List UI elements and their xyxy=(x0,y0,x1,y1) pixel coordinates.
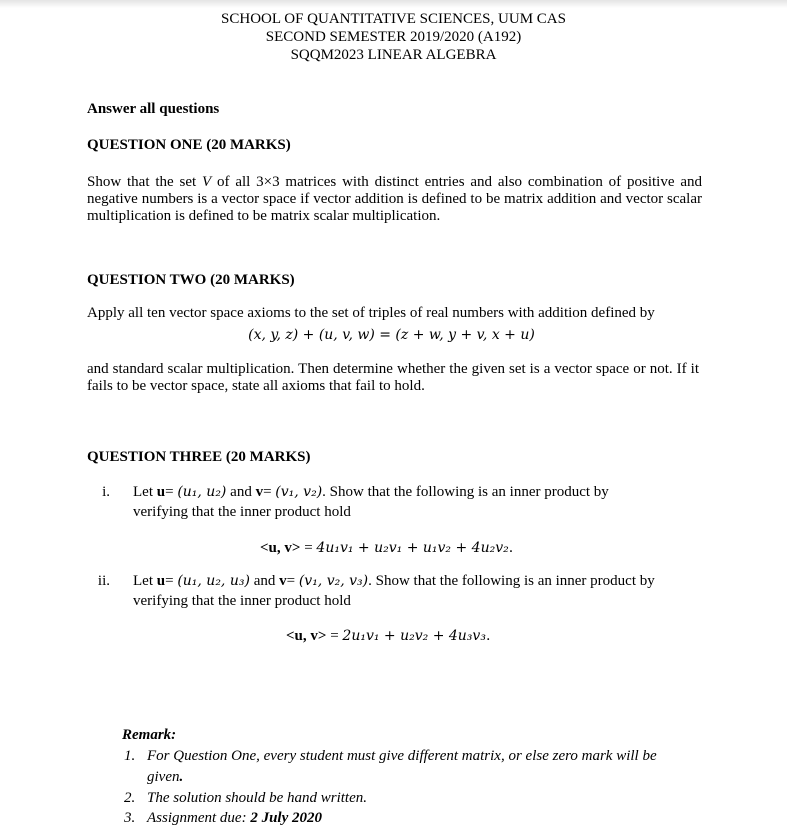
v-vector-symbol: v xyxy=(255,484,264,500)
remark-item-1-cont-text: given xyxy=(147,769,180,785)
remark-item-1-text: For Question One, every student must give different matrix, or else zero mark will be xyxy=(147,748,657,764)
q3-item-ii-line2: verifying that the inner product hold xyxy=(133,593,351,609)
inner-product-formula: 4u₁v₁ + u₂v₁ + u₁v₂ + 4u₂v₂ xyxy=(316,540,509,556)
q3-item-number: i. xyxy=(102,484,110,500)
q2-formula: (x, y, z) + (u, v, w) = (z + w, y + v, x + u) xyxy=(248,327,535,343)
remark-item-2: The solution should be hand written. xyxy=(147,790,368,806)
header-semester: SECOND SEMESTER 2019/2020 (A192) xyxy=(265,29,522,45)
remark-title: Remark: xyxy=(122,727,177,743)
q2-after: and standard scalar multiplication. Then determine whether the given set is a vector space or not. If it fails to be vector space, state all axioms that fail to hold. xyxy=(87,361,699,394)
equals-sign: = xyxy=(263,484,276,500)
remark-item-3-text: Assignment due: xyxy=(147,810,251,826)
inner-product-label: <u, v> xyxy=(260,540,301,556)
q1-text xyxy=(87,174,702,225)
header-school: SCHOOL OF QUANTITATIVE SCIENCES, UUM CAS xyxy=(221,11,566,27)
q1-text-b: of all 3×3 matrices with distinct entries and also combination of positive and negative numbers is a vector space if vector addition is defined to be matrix addition and vector scalar multiplication is defined to be matrix scalar multiplication. xyxy=(87,174,702,224)
remark-item-3 xyxy=(147,808,322,829)
period: . xyxy=(485,628,491,644)
q3-item-number: ii. xyxy=(97,573,110,589)
remark-number: 3. xyxy=(124,810,136,826)
inner-product-formula: 2u₁v₁ + u₂v₂ + 4u₃v₃ xyxy=(342,628,486,644)
due-date: 2 July 2020 xyxy=(250,810,322,826)
q3-item-ii-inner-product xyxy=(286,628,490,645)
q3-item-ii-line1 xyxy=(133,571,693,591)
q1-var-v: V xyxy=(201,174,212,190)
u-components: (u₁, u₂, u₃) xyxy=(177,573,250,589)
document-header xyxy=(0,10,787,64)
let-text: Let xyxy=(133,484,157,500)
q3-title: QUESTION THREE (20 MARKS) xyxy=(87,449,311,465)
equals-sign: = xyxy=(300,540,317,556)
q3-item-i-inner-product xyxy=(260,540,513,557)
q2-title: QUESTION TWO (20 MARKS) xyxy=(87,272,295,288)
remark-item-1 xyxy=(147,746,707,788)
v-components: (v₁, v₂, v₃) xyxy=(298,573,369,589)
u-vector-symbol: u xyxy=(156,573,166,589)
q2-intro: Apply all ten vector space axioms to the set of triples of real numbers with addition defined by xyxy=(87,305,655,321)
q1-text-a: Show that the set xyxy=(87,174,202,190)
remark-number: 2. xyxy=(124,790,136,806)
q1-title: QUESTION ONE (20 MARKS) xyxy=(87,137,291,153)
instruction: Answer all questions xyxy=(87,101,220,117)
show-text: . Show that the following is an inner product by xyxy=(368,573,655,589)
v-vector-symbol: v xyxy=(279,573,287,589)
remark-item-1-cont xyxy=(147,767,707,788)
v-components: (v₁, v₂) xyxy=(275,484,323,500)
q3-item-ii xyxy=(133,571,693,611)
inner-product-label: <u, v> xyxy=(286,628,327,644)
let-text: Let xyxy=(133,573,157,589)
and-text: and xyxy=(226,484,256,500)
header-course: SQQM2023 LINEAR ALGEBRA xyxy=(290,47,497,63)
show-text: . Show that the following is an inner product by xyxy=(322,484,609,500)
q3-item-i-line2: verifying that the inner product hold xyxy=(133,504,351,520)
and-text: and xyxy=(249,573,280,589)
q3-item-i xyxy=(133,482,693,522)
equals-sign: = xyxy=(165,573,178,589)
period: . xyxy=(508,540,514,556)
u-vector-symbol: u xyxy=(156,484,166,500)
equals-sign: = xyxy=(286,573,299,589)
u-components: (u₁, u₂) xyxy=(177,484,227,500)
remark-number: 1. xyxy=(124,748,136,764)
remark-item-1-period: . xyxy=(179,769,184,785)
q3-item-i-line1 xyxy=(133,482,693,502)
equals-sign: = xyxy=(326,628,343,644)
equals-sign: = xyxy=(165,484,178,500)
top-shadow-bar xyxy=(0,0,787,8)
